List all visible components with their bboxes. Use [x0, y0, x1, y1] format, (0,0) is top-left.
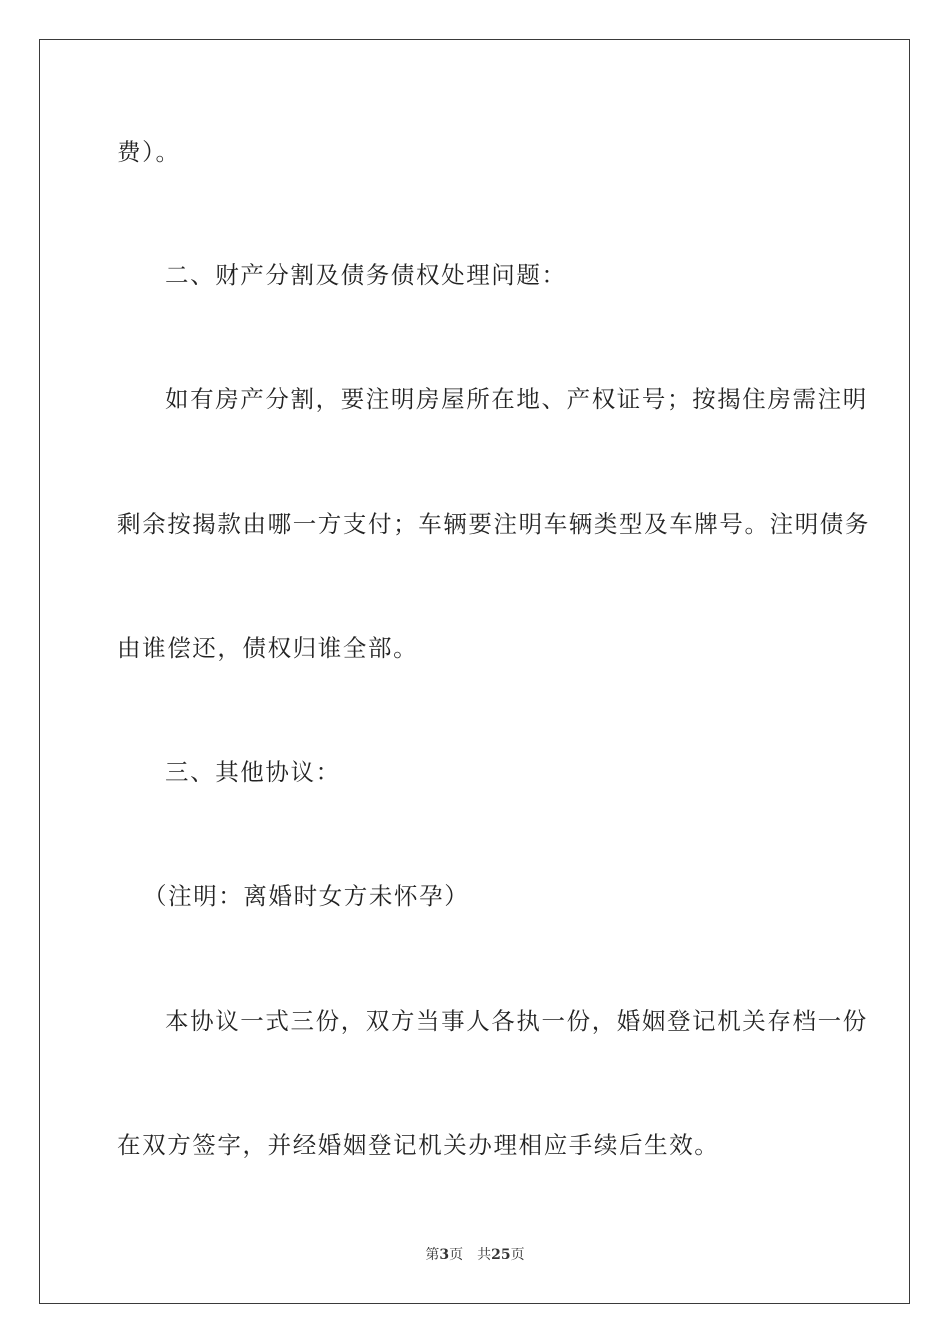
footer-total-suffix: 页 [510, 1247, 525, 1263]
page-footer [0, 1245, 950, 1265]
text-line-3: 如有房产分割，要注明房屋所在地、产权证号；按揭住房需注明 [165, 385, 868, 413]
section-heading-2: 二、财产分割及债务债权处理问题： [165, 261, 567, 289]
text-line-9: 在双方签字，并经婚姻登记机关办理相应手续后生效。 [117, 1131, 720, 1159]
section-heading-3: 三、其他协议： [165, 758, 341, 786]
text-line-5: 由谁偿还，债权归谁全部。 [117, 634, 419, 662]
footer-page-prefix: 第 [425, 1247, 440, 1263]
text-line-8: 本协议一式三份，双方当事人各执一份，婚姻登记机关存档一份 [165, 1007, 868, 1035]
text-line-1: 费）。 [117, 138, 181, 166]
footer-total-prefix: 共 [477, 1247, 492, 1263]
text-line-4: 剩余按揭款由哪一方支付；车辆要注明车辆类型及车牌号。注明债务 [117, 510, 870, 538]
footer-total-pages: 25 [491, 1247, 511, 1263]
page-border [39, 39, 910, 1304]
footer-page-number: 3 [439, 1247, 450, 1263]
footer-page-suffix: 页 [449, 1247, 464, 1263]
note-line: （注明：离婚时女方未怀孕） [143, 882, 470, 910]
